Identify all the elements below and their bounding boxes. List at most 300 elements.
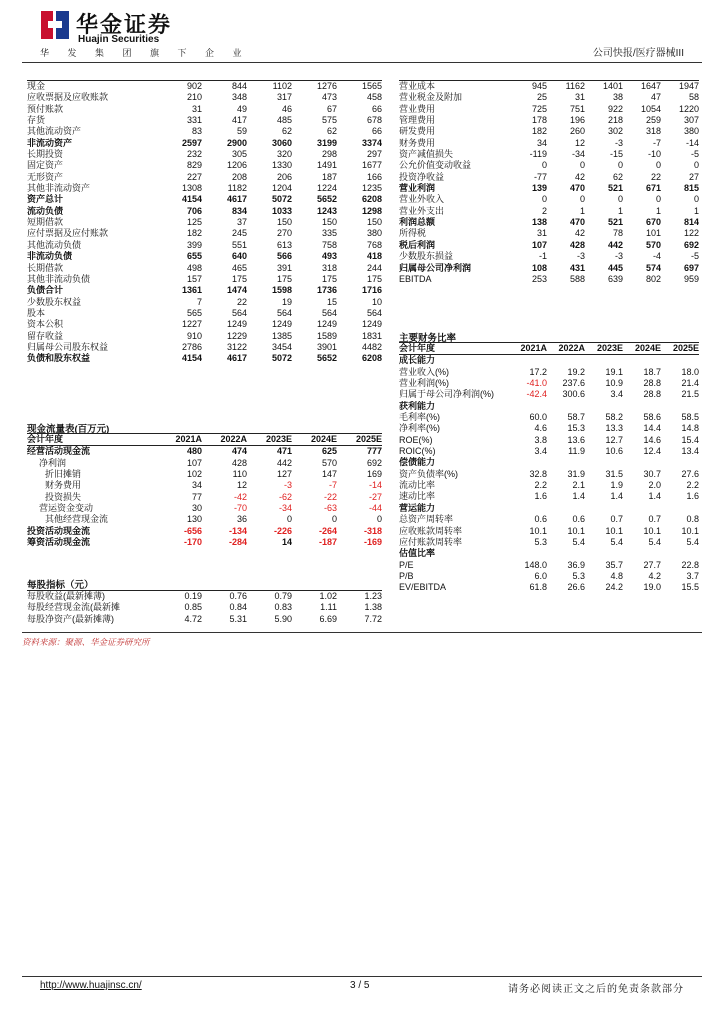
table-row: [27, 274, 382, 285]
value-cell: 498: [186, 262, 202, 273]
value-cell: 442: [276, 457, 292, 468]
value-cell: 474: [231, 446, 247, 457]
value-cell: 485: [276, 115, 292, 126]
value-cell: -62: [278, 491, 292, 502]
row-label: 少数股东权益: [27, 296, 82, 307]
row-label: 其他非流动资产: [27, 183, 91, 194]
value-cell: 3122: [226, 341, 247, 352]
value-cell: 399: [186, 239, 202, 250]
value-cell: 1224: [316, 183, 337, 194]
table-row: [27, 353, 382, 364]
value-cell: 348: [231, 92, 247, 103]
value-cell: 564: [366, 307, 382, 318]
row-label: 负债和股东权益: [27, 353, 91, 364]
value-cell: 945: [509, 81, 547, 93]
value-cell: 78: [612, 228, 623, 239]
value-cell: 640: [231, 251, 247, 262]
value-cell: 67: [326, 103, 337, 114]
row-label: 利润总额: [399, 217, 436, 228]
value-cell: 318: [321, 262, 337, 273]
value-cell: -70: [233, 503, 247, 514]
value-cell: 28.8: [643, 389, 661, 400]
value-cell: 22: [650, 171, 661, 182]
value-cell: 58.2: [605, 412, 623, 423]
table-row: [27, 172, 382, 183]
value-cell: 147: [321, 469, 337, 480]
value-cell: 36.9: [567, 559, 585, 570]
value-cell: 2.2: [534, 480, 547, 491]
table-row: [399, 491, 699, 502]
row-label: 现金: [27, 81, 157, 93]
section-header-row: [399, 457, 699, 468]
value-cell: 0: [579, 194, 585, 205]
huajin-logo-icon: [40, 10, 70, 40]
row-label: 净利润: [39, 457, 67, 468]
value-cell: 60.0: [529, 412, 547, 423]
table-row: [399, 274, 699, 285]
row-label: 毛利率(%): [399, 412, 440, 423]
value-cell: 302: [607, 126, 623, 137]
row-label: 营业成本: [399, 81, 509, 93]
value-cell: 46: [281, 103, 292, 114]
value-cell: 4482: [361, 341, 382, 352]
value-cell: 253: [531, 273, 547, 284]
value-cell: 1229: [226, 330, 247, 341]
value-cell: -27: [368, 491, 382, 502]
year-header-cell: 2024E: [292, 434, 337, 446]
table-row: [27, 342, 382, 353]
row-label: 营业利润: [399, 183, 436, 194]
value-cell: 431: [569, 262, 585, 273]
value-cell: 317: [276, 92, 292, 103]
table-row: [399, 423, 699, 434]
row-label: 每股收益(最新摊薄): [27, 591, 157, 603]
value-cell: 3901: [316, 341, 337, 352]
value-cell: 706: [186, 205, 202, 216]
value-cell: -7: [328, 480, 337, 491]
row-label: EBITDA: [399, 273, 432, 284]
table-row: [399, 537, 699, 548]
value-cell: 0: [655, 160, 661, 171]
section-header-row: [399, 503, 699, 514]
value-cell: 1: [693, 205, 699, 216]
section-label: 获利能力: [399, 400, 436, 411]
value-cell: 1.4: [572, 491, 585, 502]
value-cell: 442: [607, 239, 623, 250]
value-cell: -264: [318, 525, 337, 536]
value-cell: 1054: [640, 103, 661, 114]
value-cell: -187: [318, 537, 337, 548]
value-cell: 13.3: [605, 423, 623, 434]
page-header: [0, 0, 724, 80]
table-row: [27, 263, 382, 274]
year-header-cell: 2021A: [509, 343, 547, 355]
value-cell: 0.7: [610, 514, 623, 525]
value-cell: 445: [607, 262, 623, 273]
value-cell: 473: [321, 92, 337, 103]
value-cell: 2.0: [648, 480, 661, 491]
value-cell: 5.4: [610, 536, 623, 547]
value-cell: 12.4: [643, 446, 661, 457]
table-row: [27, 160, 382, 171]
value-cell: 1220: [678, 103, 699, 114]
table-row: [27, 591, 382, 603]
value-cell: 130: [186, 514, 202, 525]
value-cell: 670: [645, 217, 661, 228]
row-label: 总资产周转率: [399, 514, 454, 525]
value-cell: 24.2: [605, 582, 623, 593]
row-label: 归属于母公司净利润(%): [399, 389, 494, 400]
value-cell: 4154: [181, 353, 202, 364]
value-cell: -134: [228, 525, 247, 536]
row-label: 营业利润(%): [399, 378, 449, 389]
value-cell: 1249: [316, 319, 337, 330]
value-cell: 834: [231, 205, 247, 216]
row-label: 管理费用: [399, 115, 436, 126]
table-row: [399, 378, 699, 389]
value-cell: 62: [612, 171, 623, 182]
value-cell: 17.2: [529, 366, 547, 377]
section-label: 成长能力: [399, 355, 436, 366]
value-cell: 125: [186, 217, 202, 228]
value-cell: 35.7: [605, 559, 623, 570]
value-cell: 259: [645, 115, 661, 126]
value-cell: -10: [647, 149, 661, 160]
value-cell: 11.9: [568, 446, 585, 457]
value-cell: 417: [231, 115, 247, 126]
value-cell: -63: [323, 503, 337, 514]
value-cell: 380: [683, 126, 699, 137]
value-cell: 1361: [181, 285, 202, 296]
table-row: [27, 228, 382, 239]
value-cell: 2.2: [686, 480, 699, 491]
value-cell: 1: [579, 205, 585, 216]
table-row: [27, 115, 382, 126]
value-cell: -4: [652, 251, 661, 262]
value-cell: 4.6: [534, 423, 547, 434]
value-cell: 910: [186, 330, 202, 341]
value-cell: 0: [286, 514, 292, 525]
table-row: [27, 602, 382, 613]
value-cell: 320: [276, 149, 292, 160]
cash-flow-table: [27, 433, 382, 548]
value-cell: 5.4: [572, 536, 585, 547]
value-cell: 922: [607, 103, 623, 114]
table-row: [27, 217, 382, 228]
table-row: [399, 228, 699, 239]
value-cell: 25: [536, 92, 547, 103]
year-header-cell: 2022A: [202, 434, 247, 446]
value-cell: 725: [531, 103, 547, 114]
row-label: 长期投资: [27, 149, 64, 160]
value-cell: 77: [191, 491, 202, 502]
value-cell: 1235: [361, 183, 382, 194]
value-cell: 38: [612, 92, 623, 103]
row-label: 投资活动现金流: [27, 525, 91, 536]
value-cell: 1647: [623, 81, 661, 93]
table-row: [399, 183, 699, 194]
value-cell: 42: [574, 171, 585, 182]
value-cell: 15: [326, 296, 337, 307]
value-cell: 102: [186, 469, 202, 480]
value-cell: 4617: [226, 353, 247, 364]
value-cell: 331: [186, 115, 202, 126]
value-cell: 187: [321, 171, 337, 182]
value-cell: 169: [366, 469, 382, 480]
logo-english-name: Huajin Securities: [78, 34, 160, 45]
value-cell: 1308: [181, 183, 202, 194]
value-cell: 19.1: [605, 366, 623, 377]
value-cell: 1162: [547, 81, 585, 93]
value-cell: -5: [690, 149, 699, 160]
value-cell: 15.4: [681, 434, 699, 445]
value-cell: 14.4: [643, 423, 661, 434]
year-header-cell: 2023E: [585, 343, 623, 355]
value-cell: -3: [614, 251, 623, 262]
row-label: 流动比率: [399, 480, 436, 491]
value-cell: 5.4: [648, 536, 661, 547]
value-cell: 1206: [226, 160, 247, 171]
row-label: 速动比率: [399, 491, 436, 502]
value-cell: 0: [541, 194, 547, 205]
value-cell: 182: [186, 228, 202, 239]
value-cell: 298: [321, 149, 337, 160]
table-row: [399, 104, 699, 115]
value-cell: 0: [376, 514, 382, 525]
value-cell: 110: [232, 469, 247, 480]
value-cell: 570: [321, 457, 337, 468]
table-row: [27, 308, 382, 319]
value-cell: 5072: [271, 194, 292, 205]
footer-disclaimer: 请务必阅读正文之后的免责条款部分: [508, 984, 684, 995]
value-cell: 5072: [271, 353, 292, 364]
value-cell: 27.6: [681, 468, 699, 479]
value-cell: 244: [366, 262, 382, 273]
table-row: [27, 126, 382, 137]
value-cell: 62: [326, 126, 337, 137]
value-cell: 1033: [271, 205, 292, 216]
value-cell: 3.4: [610, 389, 623, 400]
row-label: 非流动负债: [27, 251, 73, 262]
row-label: 无形资产: [27, 171, 64, 182]
table-row: [27, 331, 382, 342]
value-cell: 227: [186, 171, 202, 182]
table-row: [27, 458, 382, 469]
value-cell: 1716: [361, 285, 382, 296]
value-cell: 777: [366, 446, 382, 457]
row-label: 非流动资产: [27, 137, 73, 148]
footer-divider: [22, 976, 702, 977]
value-cell: -34: [278, 503, 292, 514]
table-row: [399, 571, 699, 582]
value-cell: 3199: [316, 137, 337, 148]
value-cell: 551: [231, 239, 247, 250]
value-cell: 182: [531, 126, 547, 137]
value-cell: 58: [688, 92, 699, 103]
value-cell: 465: [231, 262, 247, 273]
value-cell: -170: [183, 537, 202, 548]
row-label: 应付账款周转率: [399, 536, 463, 547]
per-share-title: 每股指标（元）: [27, 580, 94, 591]
value-cell: 2.1: [572, 480, 585, 491]
value-cell: 575: [321, 115, 337, 126]
table-row: [27, 297, 382, 308]
value-cell: 5.31: [229, 613, 247, 624]
value-cell: 418: [366, 251, 382, 262]
value-cell: 5652: [316, 353, 337, 364]
value-cell: 564: [231, 307, 247, 318]
value-cell: 10.1: [567, 525, 585, 536]
value-cell: 3060: [271, 137, 292, 148]
section-label: 估值比率: [399, 548, 436, 559]
value-cell: 570: [645, 239, 661, 250]
value-cell: 196: [569, 115, 585, 126]
value-cell: 1474: [226, 285, 247, 296]
value-cell: 0: [693, 194, 699, 205]
value-cell: 4.72: [184, 613, 202, 624]
value-cell: 1249: [271, 319, 292, 330]
year-header-cell: 2022A: [547, 343, 585, 355]
row-label: 其他流动负债: [27, 239, 82, 250]
value-cell: 6208: [361, 194, 382, 205]
value-cell: 13.4: [681, 446, 699, 457]
value-cell: 1204: [271, 183, 292, 194]
financial-ratios-title: 主要财务比率: [399, 333, 457, 344]
table-row: [27, 480, 382, 491]
row-label: 预付账款: [27, 103, 64, 114]
value-cell: 175: [231, 273, 247, 284]
value-cell: 521: [607, 183, 623, 194]
value-cell: 210: [186, 92, 202, 103]
value-cell: 7.72: [364, 613, 382, 624]
value-cell: 206: [276, 171, 292, 182]
value-cell: 0.76: [202, 591, 247, 603]
value-cell: -14: [685, 137, 699, 148]
value-cell: 14: [281, 537, 292, 548]
value-cell: 166: [366, 171, 382, 182]
value-cell: 565: [186, 307, 202, 318]
value-cell: 318: [645, 126, 661, 137]
value-cell: 1.6: [534, 491, 547, 502]
value-cell: 237.6: [562, 378, 585, 389]
value-cell: 1.38: [364, 602, 382, 613]
value-cell: 5.3: [572, 570, 585, 581]
value-cell: 613: [276, 239, 292, 250]
row-label: 税后利润: [399, 239, 436, 250]
row-label: P/B: [399, 570, 414, 581]
row-label: 归属母公司净利润: [399, 262, 472, 273]
table-row: [27, 92, 382, 103]
value-cell: 107: [531, 239, 547, 250]
row-label: 研发费用: [399, 126, 436, 137]
value-cell: 4154: [181, 194, 202, 205]
value-cell: 588: [569, 273, 585, 284]
value-cell: 22: [236, 296, 247, 307]
value-cell: 6.0: [534, 570, 547, 581]
value-cell: 150: [366, 217, 382, 228]
value-cell: 305: [231, 149, 247, 160]
value-cell: 0.84: [229, 602, 247, 613]
value-cell: 107: [186, 457, 202, 468]
value-cell: 0.7: [648, 514, 661, 525]
row-label: 应收账款周转率: [399, 525, 463, 536]
value-cell: -3: [614, 137, 623, 148]
value-cell: 19.0: [643, 582, 661, 593]
row-label: 其他经营现金流: [45, 514, 109, 525]
table-row: [27, 240, 382, 251]
source-note: 资料来源：聚源、华金证券研究所: [22, 637, 150, 647]
value-cell: 61.8: [529, 582, 547, 593]
row-label: 资产减值损失: [399, 149, 454, 160]
table-row: [399, 240, 699, 251]
table-row: [399, 412, 699, 423]
table-row: [399, 194, 699, 205]
value-cell: 31.9: [567, 468, 585, 479]
value-cell: 0.19: [157, 591, 202, 603]
row-label: 应付票据及应付账款: [27, 228, 109, 239]
section-label: 偿债能力: [399, 457, 436, 468]
row-label: 负债合计: [27, 285, 64, 296]
value-cell: 1589: [316, 330, 337, 341]
row-label: 营运资金变动: [39, 503, 94, 514]
value-cell: 31: [191, 103, 202, 114]
year-header-label: 会计年度: [27, 434, 157, 446]
table-row: [27, 503, 382, 514]
value-cell: 829: [186, 160, 202, 171]
value-cell: 7: [196, 296, 202, 307]
value-cell: 2786: [181, 341, 202, 352]
footer-website-link[interactable]: http://www.huajinsc.cn/: [40, 980, 142, 991]
value-cell: 814: [683, 217, 699, 228]
value-cell: 139: [531, 183, 547, 194]
row-label: 流动负债: [27, 205, 64, 216]
value-cell: 1249: [226, 319, 247, 330]
value-cell: 0.83: [274, 602, 292, 613]
row-label: 固定资产: [27, 160, 64, 171]
year-header-row: [399, 343, 699, 355]
value-cell: 639: [607, 273, 623, 284]
row-label: 留存收益: [27, 330, 64, 341]
value-cell: 1.23: [337, 591, 382, 603]
value-cell: 2900: [226, 137, 247, 148]
table-row: [399, 469, 699, 480]
value-cell: 1182: [227, 183, 247, 194]
cash-flow-title: 现金流量表(百万元): [27, 424, 110, 435]
financial-ratios-table: [399, 342, 699, 594]
value-cell: 1298: [361, 205, 382, 216]
row-label: 财务费用: [45, 480, 82, 491]
value-cell: 0.79: [247, 591, 292, 603]
value-cell: -44: [368, 503, 382, 514]
value-cell: 493: [321, 251, 337, 262]
row-label: 营业费用: [399, 103, 436, 114]
year-header-cell: 2023E: [247, 434, 292, 446]
row-label: 少数股东损益: [399, 251, 454, 262]
value-cell: 692: [366, 457, 382, 468]
table-row: [27, 104, 382, 115]
value-cell: 260: [569, 126, 585, 137]
report-category: 公司快报/医疗器械III: [592, 48, 684, 59]
value-cell: 671: [645, 183, 661, 194]
table-row: [399, 206, 699, 217]
value-cell: 380: [366, 228, 382, 239]
logo-chinese-name: 华金证券: [76, 12, 173, 37]
value-cell: 1330: [271, 160, 292, 171]
table-row: [399, 81, 699, 93]
value-cell: -14: [368, 480, 382, 491]
row-label: 折旧摊销: [45, 469, 82, 480]
section-header-row: [399, 355, 699, 367]
